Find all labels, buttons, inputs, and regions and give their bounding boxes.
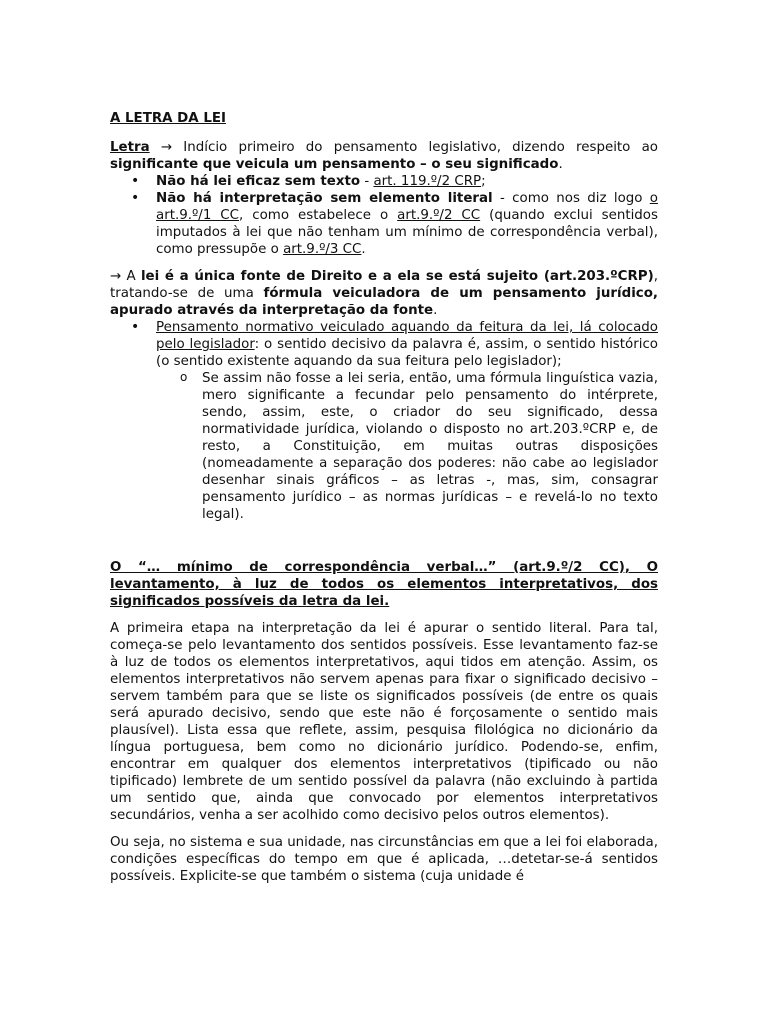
list-item (110, 319, 658, 523)
text-span: . (361, 242, 366, 257)
text-span: . (558, 157, 563, 172)
bold-span: significante que veicula um pensamento – o seu significado (110, 157, 559, 172)
article-reference: art.9.º/2 CC (397, 208, 481, 223)
article-reference: art.9.º/3 CC (283, 242, 362, 257)
article-reference: art. 119.º/2 CRP (373, 174, 482, 189)
article-reference: o art.9.º/1 CC (156, 191, 658, 223)
paragraph: A primeira etapa na interpretação da lei é apurar o sentido literal. Para tal, começa-se pelo levantamento dos sentidos possíveis. Esse levantamento faz-se à luz de todos os elementos interpretativos, aqui tidos em atenção. Assim, os elementos interpretativos não servem apenas para fixar o significado decisivo – servem também para que se liste os significados possíveis (de entre os quais será apurado decisivo, sendo que este não é forçosamente o sentido mais plausível). Lista essa que reflete, assim, pesquisa filológica no dicionário da língua portuguesa, bem como no dicionário jurídico. Podendo-se, enfim, encontrar em qualquer dos elementos interpretativos (tipificado ou não tipificado) lembrete de um sentido possível da palavra (não excluindo à partida um sentido que, ainda que convocado por elementos interpretativos secundários, venha a ser acolhido como decisivo pelos outros elementos). (110, 621, 658, 823)
underlined-span: Pensamento normativo veiculado aquando da feitura da lei, lá colocado pelo legislador (156, 320, 658, 352)
text-span: . (433, 303, 438, 318)
bold-span: Não há lei eficaz sem texto (156, 174, 361, 189)
text-span: → Indício primeiro do pensamento legislativo, dizendo respeito ao (149, 140, 658, 155)
sub-list (156, 370, 658, 523)
text-span: , como estabelece o (239, 208, 398, 223)
bullet-list (110, 173, 658, 258)
text-span: - como nos diz logo (492, 191, 650, 206)
bullet-list (110, 319, 658, 523)
document-page (110, 110, 658, 885)
term-letra: Letra (110, 140, 150, 155)
section-title: A LETRA DA LEI (110, 111, 226, 126)
list-item (110, 190, 658, 258)
text-span: : o sentido decisivo da palavra é, assim, o sentido histórico (o sentido existente aquando da sua feitura pelo legislador); (156, 337, 658, 369)
text-span: ; (481, 174, 486, 189)
text-span: → A (110, 269, 141, 284)
text-span: - (360, 174, 374, 189)
sub-list-item: o Se assim não fosse a lei seria, então, uma fórmula linguística vazia, mero significante a fecundar pelo pensamento do intérprete, sendo, assim, este, o criador do seu significado, dessa normatividade jurídica, violando o disposto no art.203.ºCRP e, de resto, a Constituição, em muitas outras disposições (nomeadamente a separação dos poderes: não cabe ao legislador desenhar sinais gráficos – as letras -, mas, sim, consagrar pensamento jurídico – as normas jurídicas – e revelá-lo no texto legal). (156, 370, 658, 523)
paragraph-letra (110, 139, 658, 173)
paragraph: Ou seja, no sistema e sua unidade, nas circunstâncias em que a lei foi elaborada, condições específicas do tempo em que é aplicada, …detetar-se-á sentidos possíveis. Explicite-se que também o sistema (cuja unidade é (110, 835, 658, 884)
bold-span: Não há interpretação sem elemento literal (156, 191, 493, 206)
list-item (110, 173, 658, 190)
bold-span: lei é a única fonte de Direito e a ela se está sujeito (art.203.ºCRP) (140, 269, 654, 284)
bold-span: fórmula veiculadora de um pensamento jurídico, apurado através da interpretação da fonte (110, 286, 659, 318)
bold-underlined-heading: O “… mínimo de correspondência verbal…” (art.9.º/2 CC), O levantamento, à luz de todos os elementos interpretativos, dos significados possíveis da letra da lei. (110, 560, 658, 609)
text-span: , tratando-se de uma (110, 269, 658, 301)
section-heading (110, 559, 658, 610)
text-span: (quando exclui sentidos imputados à lei que não tenham um mínimo de correspondência verbal), como pressupõe o (156, 208, 658, 257)
paragraph-fonte (110, 268, 658, 319)
